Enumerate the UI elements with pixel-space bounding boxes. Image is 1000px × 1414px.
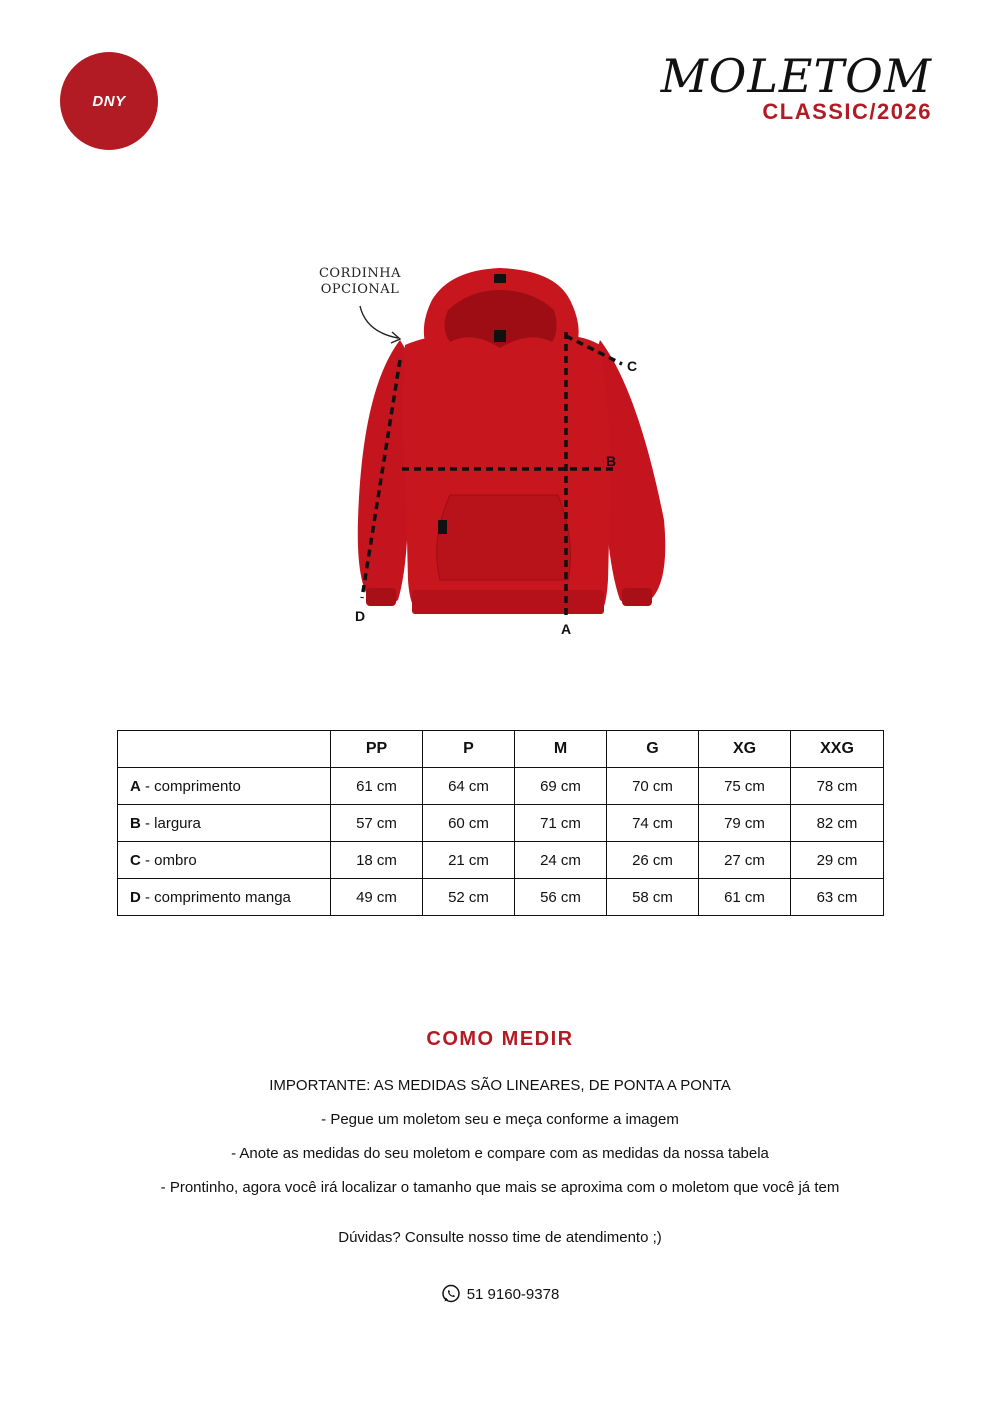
table-cell: 52 cm [423, 879, 515, 916]
dimension-label-c: C [627, 358, 638, 374]
table-cell: 79 cm [699, 805, 791, 842]
drawstring-note-line2: OPCIONAL [320, 282, 400, 297]
row-label-text: - comprimento [140, 777, 241, 795]
table-row [118, 805, 884, 842]
dimension-label-b: B [606, 453, 617, 469]
row-label [118, 879, 331, 916]
hoodie-waistband [412, 590, 604, 614]
row-label-text: - ombro [140, 851, 197, 869]
dimension-label-d: D [355, 608, 366, 624]
row-label [118, 842, 331, 879]
table-cell: 24 cm [515, 842, 607, 879]
hoodie-pocket [437, 495, 571, 580]
table-cell: 64 cm [423, 768, 515, 805]
table-row [118, 768, 884, 805]
hood-tag [494, 274, 506, 283]
brand-logo-text: DNY [92, 92, 126, 110]
how-to-measure-title: COMO MEDIR [426, 1028, 574, 1050]
note-arrow [360, 306, 398, 338]
row-key: A [130, 777, 141, 795]
row-label [118, 805, 331, 842]
hoodie-diagram [300, 255, 720, 655]
row-key: D [130, 888, 141, 906]
table-cell: 70 cm [607, 768, 699, 805]
table-cell: 57 cm [331, 805, 423, 842]
page-title-block [660, 49, 932, 124]
table-cell: 75 cm [699, 768, 791, 805]
size-header: XG [699, 731, 791, 768]
page-subtitle: CLASSIC/2026 [762, 99, 932, 124]
contact-line [0, 1284, 1000, 1304]
table-cell: 82 cm [791, 805, 884, 842]
table-cell: 71 cm [515, 805, 607, 842]
contact-phone[interactable]: 51 9160-9378 [466, 1285, 560, 1303]
hoodie-left-cuff [366, 588, 396, 606]
table-cell: 63 cm [791, 879, 884, 916]
size-table-corner [118, 731, 331, 768]
whatsapp-icon [441, 1284, 461, 1304]
instruction-step-1: - Pegue um moletom seu e meça conforme a imagem [321, 1111, 679, 1128]
table-cell: 21 cm [423, 842, 515, 879]
page-title: MOLETOM [660, 49, 932, 103]
table-cell: 49 cm [331, 879, 423, 916]
how-to-measure-section [0, 1028, 1000, 1051]
table-cell: 58 cm [607, 879, 699, 916]
table-cell: 78 cm [791, 768, 884, 805]
instruction-step-3: - Prontinho, agora você irá localizar o tamanho que mais se aproxima com o moletom que você já tem [160, 1179, 840, 1196]
size-header: G [607, 731, 699, 768]
size-table-header-row [118, 731, 884, 768]
row-label-text: - largura [140, 814, 201, 832]
table-cell: 18 cm [331, 842, 423, 879]
important-note: IMPORTANTE: AS MEDIDAS SÃO LINEARES, DE PONTA A PONTA [269, 1077, 731, 1094]
questions-text: Dúvidas? Consulte nosso time de atendimento ;) [338, 1229, 662, 1246]
drawstring-note-line1: CORDINHA [318, 266, 402, 281]
dimension-label-a: A [561, 621, 572, 637]
table-cell: 27 cm [699, 842, 791, 879]
table-cell: 29 cm [791, 842, 884, 879]
row-key: C [130, 851, 141, 869]
neck-tag [494, 330, 506, 342]
pocket-tag [438, 520, 447, 534]
size-table [117, 730, 884, 916]
brand-logo [60, 52, 158, 150]
size-header: PP [331, 731, 423, 768]
row-key: B [130, 814, 141, 832]
table-cell: 56 cm [515, 879, 607, 916]
size-header: P [423, 731, 515, 768]
row-label-text: - comprimento manga [140, 888, 291, 906]
hoodie-right-cuff [622, 588, 652, 606]
table-row [118, 879, 884, 916]
table-row [118, 842, 884, 879]
table-cell: 61 cm [699, 879, 791, 916]
size-header: M [515, 731, 607, 768]
row-label [118, 768, 331, 805]
size-header: XXG [791, 731, 884, 768]
table-cell: 61 cm [331, 768, 423, 805]
table-cell: 26 cm [607, 842, 699, 879]
table-cell: 60 cm [423, 805, 515, 842]
table-cell: 69 cm [515, 768, 607, 805]
instruction-step-2: - Anote as medidas do seu moletom e compare com as medidas da nossa tabela [231, 1145, 769, 1162]
table-cell: 74 cm [607, 805, 699, 842]
